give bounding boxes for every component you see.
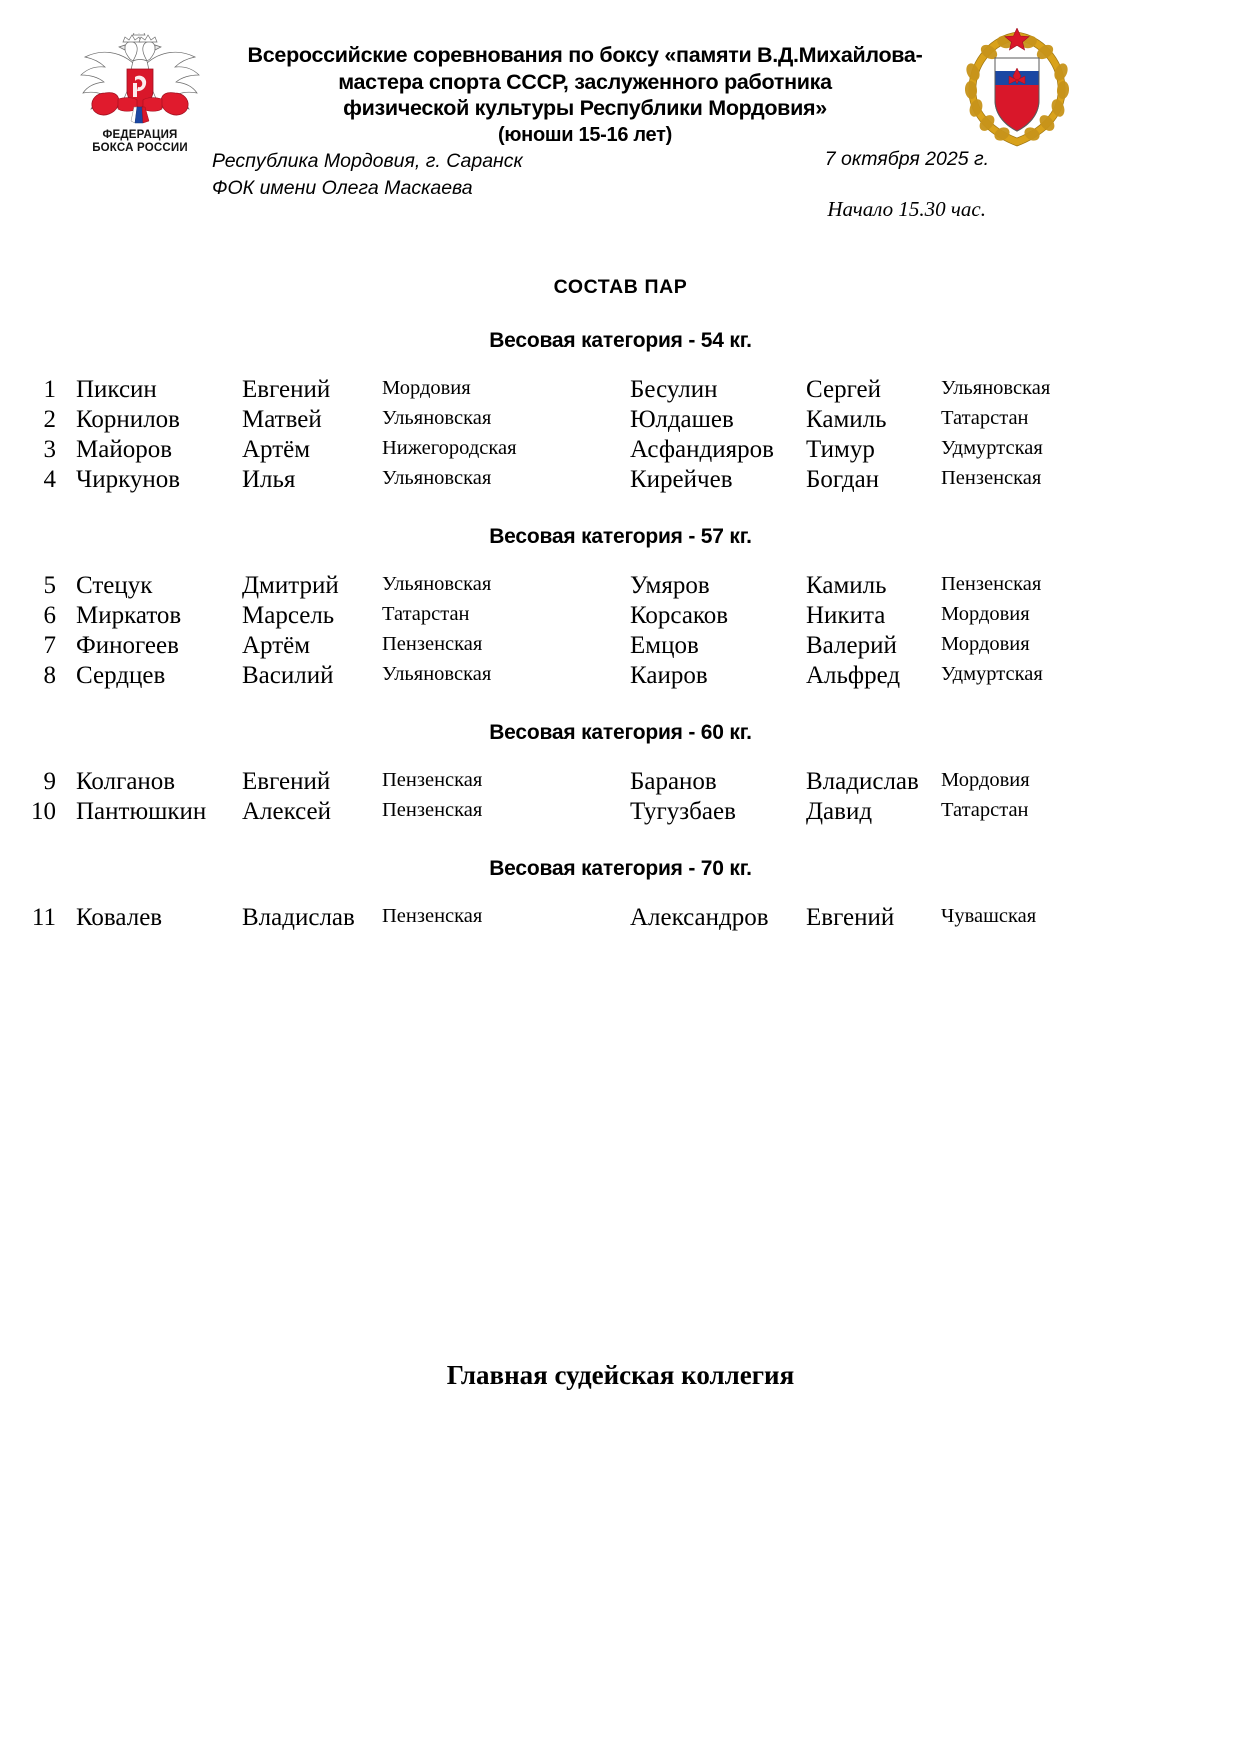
boxer-b-surname: Тугузбаев (630, 798, 736, 825)
boxer-b-surname: Асфандияров (630, 436, 774, 463)
pairs-table (0, 903, 1241, 933)
boxer-b-firstname: Сергей (806, 376, 881, 403)
boxer-a-region: Ульяновская (382, 663, 492, 685)
boxer-b-surname: Александров (630, 904, 769, 931)
boxer-a-surname: Колганов (76, 768, 176, 795)
boxer-b-region: Чувашская (941, 905, 1037, 927)
boxer-a-region: Пензенская (382, 769, 483, 791)
boxer-a-region: Пензенская (382, 633, 483, 655)
event-title-line-3: физической культуры Республики Мордовия» (343, 96, 827, 120)
boxer-b-firstname: Давид (806, 798, 873, 825)
table-row (0, 375, 1241, 405)
boxer-b-firstname: Богдан (806, 466, 880, 493)
boxer-b-region: Мордовия (941, 769, 1030, 791)
boxer-a-surname: Пантюшкин (76, 798, 207, 825)
boxer-b-region: Удмуртская (941, 663, 1043, 685)
bout-number: 2 (43, 406, 56, 433)
boxer-b-firstname: Камиль (806, 406, 887, 433)
boxer-a-firstname: Владислав (242, 904, 355, 931)
boxer-b-firstname: Камиль (806, 572, 887, 599)
weight-category-section (0, 721, 1241, 827)
boxer-a-surname: Ковалев (76, 904, 163, 931)
boxer-b-surname: Кирейчев (630, 466, 733, 493)
boxer-b-region: Мордовия (941, 603, 1030, 625)
boxer-a-surname: Пиксин (76, 376, 157, 403)
boxer-a-region: Ульяновская (382, 467, 492, 489)
bout-number: 4 (43, 466, 56, 493)
federation-caption-line1: ФЕДЕРАЦИЯ (102, 129, 178, 141)
boxer-b-region: Пензенская (941, 573, 1042, 595)
venue-facility: ФОК имени Олега Маскаева (212, 177, 473, 199)
boxing-federation-emblem (75, 33, 205, 158)
table-row (0, 767, 1241, 797)
boxer-a-surname: Сердцев (76, 662, 166, 689)
boxer-b-region: Мордовия (941, 633, 1030, 655)
document-header (0, 0, 1241, 240)
boxer-a-region: Ульяновская (382, 573, 492, 595)
weight-category-section (0, 525, 1241, 691)
bout-number: 10 (31, 798, 56, 825)
table-row (0, 571, 1241, 601)
boxer-a-region: Ульяновская (382, 407, 492, 429)
pairs-table (0, 571, 1241, 691)
table-row (0, 903, 1241, 933)
boxer-a-firstname: Илья (242, 466, 296, 493)
boxer-a-region: Пензенская (382, 799, 483, 821)
boxer-b-region: Татарстан (941, 407, 1029, 429)
boxer-a-firstname: Артём (242, 632, 311, 659)
table-row (0, 601, 1241, 631)
event-title (215, 42, 955, 148)
boxer-a-surname: Майоров (76, 436, 173, 463)
weight-categories-list (0, 329, 1241, 933)
table-row (0, 631, 1241, 661)
boxer-b-firstname: Никита (806, 602, 886, 629)
boxer-a-firstname: Марсель (242, 602, 335, 629)
weight-category-section (0, 857, 1241, 933)
boxer-a-region: Татарстан (382, 603, 470, 625)
boxer-b-region: Ульяновская (941, 377, 1051, 399)
boxer-b-surname: Юлдашев (630, 406, 734, 433)
boxer-a-firstname: Василий (242, 662, 334, 689)
boxer-b-region: Татарстан (941, 799, 1029, 821)
boxer-a-firstname: Дмитрий (242, 572, 339, 599)
table-row (0, 661, 1241, 691)
boxer-b-surname: Каиров (630, 662, 708, 689)
boxer-a-region: Мордовия (382, 377, 471, 399)
pairs-table (0, 767, 1241, 827)
boxer-a-region: Пензенская (382, 905, 483, 927)
boxer-a-firstname: Евгений (242, 376, 331, 403)
weight-category-heading: Весовая категория - 54 кг. (489, 329, 752, 352)
boxer-b-region: Удмуртская (941, 437, 1043, 459)
venue-location: Республика Мордовия, г. Саранск (212, 150, 523, 172)
boxer-a-surname: Корнилов (76, 406, 180, 433)
bout-number: 3 (43, 436, 56, 463)
boxer-b-surname: Баранов (630, 768, 717, 795)
event-title-line-2: мастера спорта СССР, заслуженного работника (338, 69, 832, 94)
signature-line: Главная судейская коллегия (446, 1360, 795, 1390)
weight-category-heading: Весовая категория - 60 кг. (489, 721, 752, 744)
venue-block (212, 148, 523, 202)
table-row (0, 435, 1241, 465)
boxer-b-surname: Корсаков (630, 602, 729, 629)
boxer-a-region: Нижегородская (382, 437, 517, 459)
boxer-b-firstname: Владислав (806, 768, 919, 795)
boxer-b-region: Пензенская (941, 467, 1042, 489)
event-start-time: Начало 15.30 час. (827, 197, 986, 221)
boxer-a-firstname: Артём (242, 436, 311, 463)
boxer-a-surname: Миркатов (76, 602, 182, 629)
bout-number: 1 (43, 376, 56, 403)
event-date: 7 октября 2025 г. (824, 148, 989, 170)
boxer-a-firstname: Евгений (242, 768, 331, 795)
boxer-b-firstname: Альфред (806, 662, 901, 689)
table-row (0, 797, 1241, 827)
table-row (0, 405, 1241, 435)
boxer-b-surname: Умяров (630, 572, 710, 599)
weight-category-section (0, 329, 1241, 495)
event-title-age-group: (юноши 15-16 лет) (498, 123, 672, 146)
pairs-table (0, 375, 1241, 495)
bout-number: 9 (43, 768, 56, 795)
weight-category-heading: Весовая категория - 70 кг. (489, 857, 752, 880)
boxer-a-surname: Чиркунов (76, 466, 181, 493)
federation-caption (75, 129, 205, 155)
double-headed-eagle-icon (75, 33, 205, 128)
event-title-line-1: Всероссийские соревнования по боксу «памяти В.Д.Михайлова- (247, 43, 923, 67)
mordovia-emblem-icon (955, 28, 1080, 153)
mordovia-coat-of-arms (955, 28, 1080, 153)
boxer-a-surname: Стецук (76, 572, 153, 599)
boxer-b-firstname: Валерий (806, 632, 897, 659)
table-row (0, 465, 1241, 495)
boxer-b-surname: Емцов (630, 632, 699, 659)
federation-caption-line2: БОКСА РОССИИ (92, 142, 188, 154)
bout-number: 6 (43, 602, 56, 629)
boxer-b-firstname: Тимур (806, 436, 875, 463)
boxer-a-firstname: Матвей (242, 406, 322, 433)
boxer-a-firstname: Алексей (242, 798, 332, 825)
bout-number: 5 (43, 572, 56, 599)
bout-number: 8 (43, 662, 56, 689)
boxer-a-surname: Финогеев (76, 632, 179, 659)
bout-number: 11 (31, 904, 56, 931)
boxer-b-surname: Бесулин (630, 376, 718, 403)
weight-category-heading: Весовая категория - 57 кг. (489, 525, 752, 548)
page-title: СОСТАВ ПАР (553, 276, 688, 298)
boxer-b-firstname: Евгений (806, 904, 895, 931)
bout-number: 7 (43, 632, 56, 659)
